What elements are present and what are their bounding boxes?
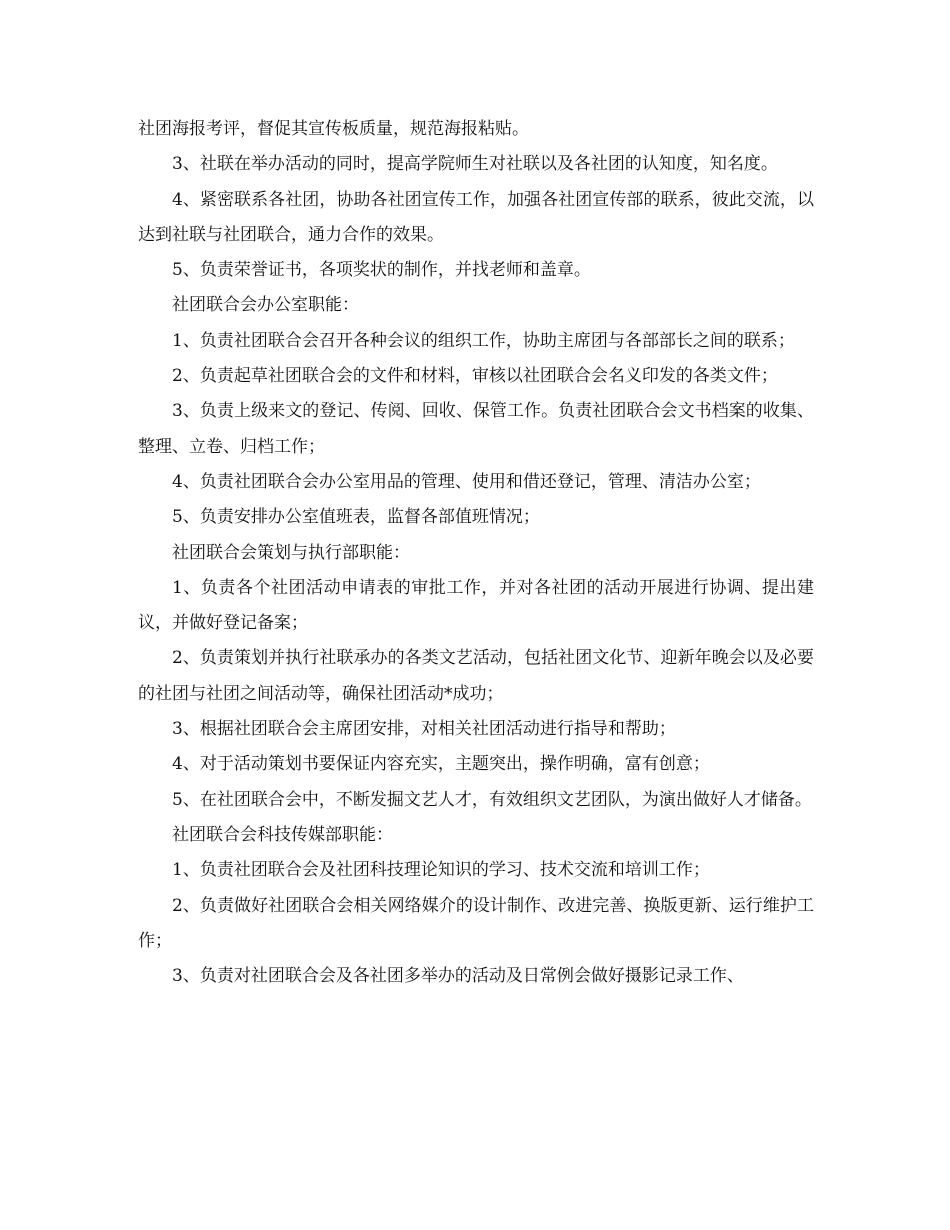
paragraph: 1、负责社团联合会及社团科技理论知识的学习、技术交流和培训工作； (172, 860, 710, 881)
paragraph: 2、负责策划并执行社联承办的各类文艺活动，包括社团文化节、迎新年晚会以及必要的社团与社团之间活动等，确保社团活动*成功； (138, 648, 814, 704)
paragraph: 3、负责上级来文的登记、传阅、回收、保管工作。负责社团联合会文书档案的收集、整理、立卷、归档工作； (138, 401, 814, 457)
section-heading-planning: 社团联合会策划与执行部职能： (172, 542, 410, 563)
paragraph: 4、负责社团联合会办公室用品的管理、使用和借还登记，管理、清洁办公室； (172, 471, 761, 492)
paragraph: 5、负责荣誉证书，各项奖状的制作，并找老师和盖章。 (172, 260, 591, 281)
paragraph: 4、对于活动策划书要保证内容充实，主题突出，操作明确，富有创意； (172, 754, 710, 775)
paragraph: 2、负责起草社团联合会的文件和材料，审核以社团联合会名义印发的各类文件； (172, 366, 778, 387)
paragraph: 5、负责安排办公室值班表，监督各部值班情况； (172, 507, 540, 528)
paragraph: 1、负责各个社团活动申请表的审批工作，并对各社团的活动开展进行协调、提出建议，并做好登记备案； (138, 577, 814, 634)
paragraph: 社团海报考评，督促其宣传板质量，规范海报粘贴。 (138, 119, 529, 139)
section-heading-office: 社团联合会办公室职能： (172, 295, 359, 316)
paragraph: 3、负责对社团联合会及各社团多举办的活动及日常例会做好摄影记录工作、 (172, 966, 744, 987)
paragraph: 4、紧密联系各社团，协助各社团宣传工作，加强各社团宣传部的联系，彼此交流，以达到社联与社团联合，通力合作的效果。 (138, 189, 814, 245)
paragraph: 5、在社团联合会中，不断发掘文艺人才，有效组织文艺团队，为演出做好人才储备。 (172, 789, 812, 810)
paragraph: 2、负责做好社团联合会相关网络媒介的设计制作、改进完善、换版更新、运行维护工作； (138, 895, 814, 951)
paragraph: 1、负责社团联合会召开各种会议的组织工作，协助主席团与各部部长之间的联系； (172, 330, 795, 351)
section-heading-media: 社团联合会科技传媒部职能： (172, 824, 393, 845)
paragraph: 3、根据社团联合会主席团安排，对相关社团活动进行指导和帮助； (172, 719, 676, 740)
document-body (138, 112, 814, 994)
paragraph: 3、社联在举办活动的同时，提高学院师生对社联以及各社团的认知度，知名度。 (172, 154, 778, 175)
